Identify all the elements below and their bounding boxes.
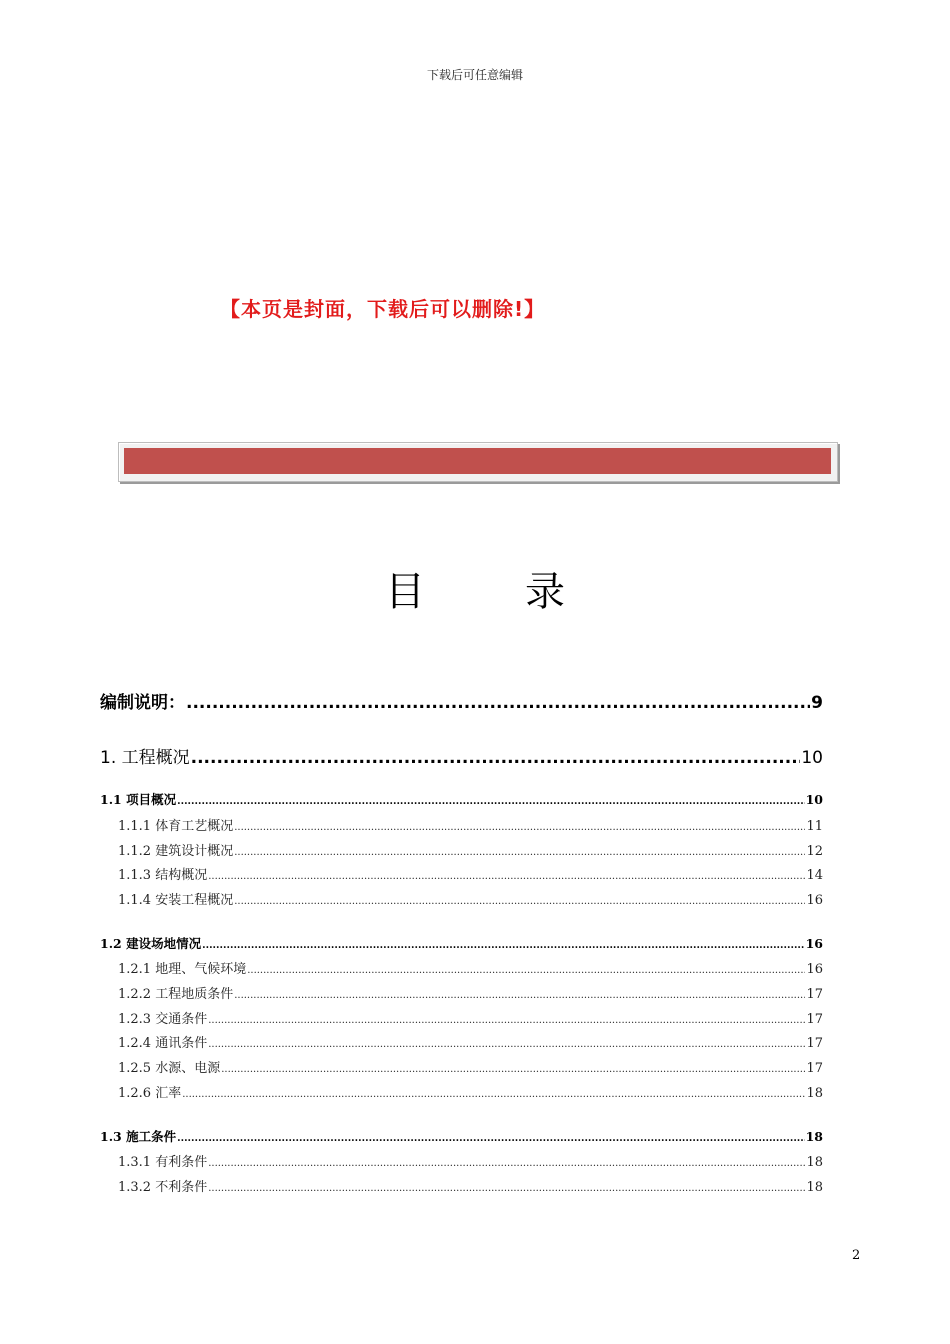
toc-entry-page: 17 [806,1036,823,1051]
toc-entry-page: 16 [805,936,823,951]
toc-entry[interactable] [100,1176,823,1195]
toc-entry-label: 1.1.3 结构概况 [118,868,208,883]
header-note: 下载后可任意编辑 [426,68,523,82]
toc-entry[interactable] [100,1127,823,1145]
toc-title-char: 录 [525,569,565,615]
toc-entry[interactable] [100,889,823,908]
toc-entry-label: 1.1.4 安装工程概况 [118,893,234,908]
toc-entry-label: 1.3 施工条件 [100,1129,177,1144]
toc-entry-label: 1.1 项目概况 [100,792,177,807]
toc-entry-label: 1.2.3 交通条件 [118,1012,208,1027]
toc-entry[interactable] [100,815,823,834]
toc-entry-page: 16 [806,962,823,977]
toc-entry-page: 18 [806,1155,823,1170]
toc-entry-label: 1.2 建设场地情况 [100,936,202,951]
toc-entry[interactable] [100,1151,823,1170]
toc-entry[interactable] [100,983,823,1002]
toc-entry-label: 1. 工程概况 [100,748,190,768]
red-bar [124,448,831,474]
toc-entry-label: 1.2.6 汇率 [118,1086,182,1101]
toc-title-char: 目 [385,569,425,615]
toc-entry-label: 1.1.1 体育工艺概况 [118,819,234,834]
toc-entry-page: 9 [811,693,823,713]
toc-entry[interactable] [100,743,823,768]
page-number: 2 [852,1248,861,1263]
toc-entry-page: 10 [801,748,823,768]
toc-entry-label: 1.3.1 有利条件 [118,1155,208,1170]
toc-entry-label: 1.2.5 水源、电源 [118,1061,221,1076]
toc-entry[interactable] [100,840,823,859]
toc-entry-page: 17 [806,1012,823,1027]
toc-entry-page: 16 [806,893,823,908]
toc-title [0,560,950,617]
toc-entry-label: 1.1.2 建筑设计概况 [118,844,234,859]
toc-entry[interactable] [100,864,823,883]
toc-entry-label: 1.2.4 通讯条件 [118,1036,208,1051]
toc-entry[interactable] [100,790,823,808]
toc-entry-label: 1.2.2 工程地质条件 [118,987,234,1002]
toc-entry-page: 18 [806,1086,823,1101]
cover-delete-notice: 【本页是封面，下载后可以删除!】 [220,297,546,321]
toc-entry[interactable] [100,1082,823,1101]
toc-entry[interactable] [100,934,823,952]
toc-entry[interactable] [100,1057,823,1076]
toc-entry-page: 11 [806,819,823,834]
toc-entry-page: 18 [806,1180,823,1195]
decorative-banner [118,442,838,482]
toc-entry-page: 10 [805,792,823,807]
toc-entry-label: 1.3.2 不利条件 [118,1180,208,1195]
toc-entry-label: 编制说明： [100,693,185,713]
toc-entry[interactable] [100,958,823,977]
toc-entry[interactable] [100,1008,823,1027]
toc-entry-page: 12 [806,844,823,859]
toc-entry[interactable] [100,1032,823,1051]
toc-entry-page: 17 [806,1061,823,1076]
toc-entry-label: 1.2.1 地理、气候环境 [118,962,247,977]
toc-entry-page: 14 [806,868,823,883]
toc-entry-page: 17 [806,987,823,1002]
toc-entry[interactable] [100,688,823,713]
toc-entry-page: 18 [805,1129,823,1144]
